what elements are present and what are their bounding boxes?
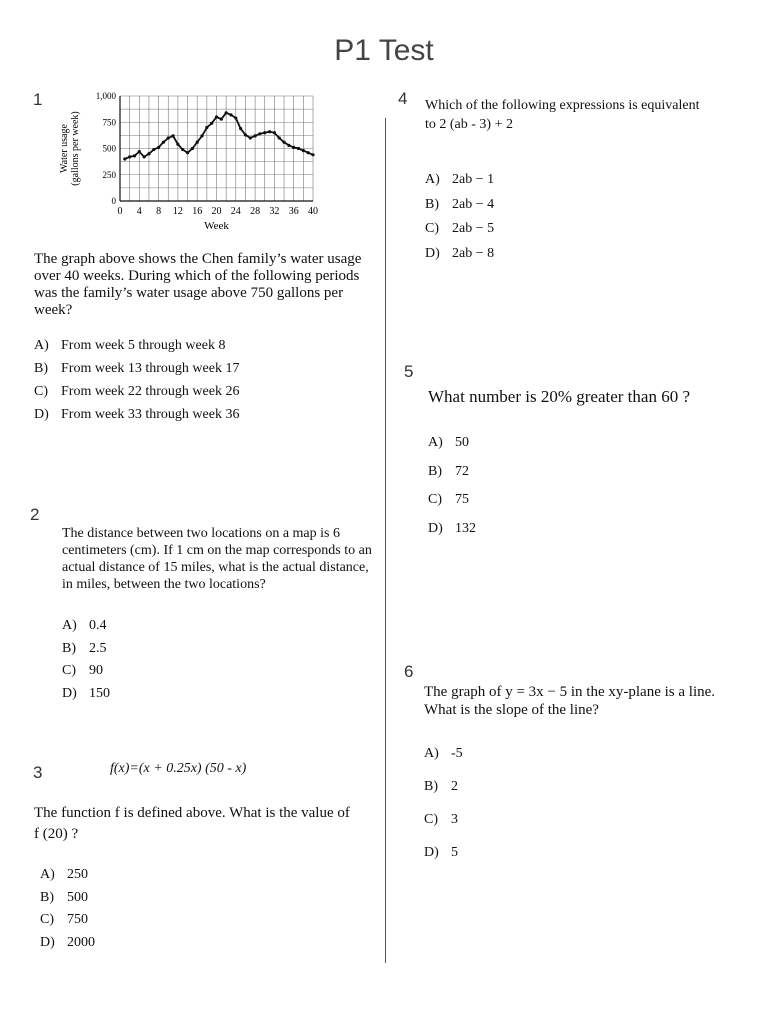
question-1-choices: [34, 334, 239, 426]
choice-d[interactable]: [62, 683, 110, 706]
choice-c[interactable]: [34, 380, 239, 403]
choice-d[interactable]: [34, 403, 239, 426]
data-point: [311, 153, 314, 156]
question-3-text-line-2: f (20) ?: [34, 826, 79, 842]
y-axis-label: Water usage: [59, 124, 70, 173]
choice-letter: D): [428, 520, 443, 536]
choice-letter: B): [62, 640, 76, 656]
choice-letter: B): [425, 196, 439, 212]
choice-text: 75: [455, 492, 469, 507]
y-tick-label: 1,000: [95, 91, 116, 101]
data-point: [210, 122, 213, 125]
x-tick-labels: [118, 206, 319, 217]
data-point: [157, 146, 160, 149]
choice-c[interactable]: [62, 660, 110, 683]
choice-a[interactable]: [428, 429, 476, 458]
question-2: [62, 525, 380, 593]
choice-c[interactable]: [425, 217, 494, 242]
choice-d[interactable]: [425, 242, 494, 267]
question-3-text-line-1: The function f is defined above. What is the value of: [34, 805, 350, 821]
data-point: [138, 150, 141, 153]
choice-a[interactable]: [424, 737, 463, 770]
choice-b[interactable]: [424, 770, 463, 803]
chart-grid: [120, 96, 313, 201]
question-4-text-line-1: Which of the following expressions is equivalent: [425, 98, 700, 113]
data-point: [273, 131, 276, 134]
choice-text: 250: [67, 867, 88, 882]
choice-a[interactable]: [62, 615, 110, 638]
question-6: [424, 683, 759, 719]
choice-letter: A): [62, 618, 77, 633]
choice-c[interactable]: [428, 486, 476, 515]
x-tick-label: 0: [117, 206, 123, 217]
data-point: [167, 136, 170, 139]
question-5: [428, 388, 758, 405]
choice-c[interactable]: [40, 909, 95, 932]
data-point: [133, 154, 136, 157]
data-point: [147, 152, 150, 155]
choice-letter: B): [34, 361, 48, 376]
choice-letter: D): [425, 245, 440, 261]
choice-letter: D): [34, 407, 49, 422]
choice-letter: D): [40, 934, 55, 950]
x-tick-label: 36: [288, 206, 299, 217]
data-point: [128, 155, 131, 158]
choice-text: 2ab − 8: [452, 245, 495, 261]
data-point: [302, 149, 305, 152]
choice-text: 2: [451, 779, 458, 794]
x-tick-label: 16: [192, 206, 203, 217]
data-point: [263, 131, 266, 134]
choice-text: 50: [455, 435, 469, 450]
choice-text: 5: [451, 845, 458, 860]
choice-a[interactable]: [40, 864, 95, 887]
choice-text: 150: [89, 685, 110, 701]
question-1-text: The graph above shows the Chen family’s water usage over 40 weeks. During which of the following periods was the family’s water usage above 750 gallons per week?: [34, 251, 362, 318]
question-2-text: The distance between two locations on a map is 6 centimeters (cm). If 1 cm on the map corresponds to an actual distance of 15 miles, what is the actual distance, in miles, between the two locations?: [62, 526, 372, 592]
data-point: [143, 155, 146, 158]
data-point: [205, 126, 208, 129]
choice-letter: C): [428, 492, 442, 507]
y-tick-label: 750: [102, 117, 116, 128]
choice-letter: C): [62, 663, 76, 678]
data-point: [249, 136, 252, 139]
y-axis-label-units: (gallons per week): [70, 111, 81, 186]
choice-text: 2ab − 5: [452, 221, 495, 236]
data-point: [282, 141, 285, 144]
data-point: [225, 111, 228, 114]
choice-text: 2000: [67, 934, 95, 950]
data-point: [239, 127, 242, 130]
choice-letter: A): [424, 746, 439, 761]
data-point: [176, 143, 179, 146]
data-point: [307, 151, 310, 154]
choice-text: From week 13 through week 17: [61, 361, 240, 376]
water-usage-chart: [55, 88, 325, 240]
data-point: [254, 134, 257, 137]
choice-letter: C): [40, 912, 54, 927]
data-point: [278, 136, 281, 139]
choice-text: 3: [451, 812, 458, 827]
data-point: [258, 132, 261, 135]
choice-text: From week 5 through week 8: [61, 338, 226, 353]
choice-text: 2ab − 4: [452, 196, 495, 212]
question-6-number: 6: [404, 662, 414, 681]
choice-c[interactable]: [424, 803, 463, 836]
choice-letter: A): [40, 867, 55, 882]
question-3: [34, 803, 374, 845]
question-4-number: 4: [398, 89, 408, 108]
choice-text: 500: [67, 889, 88, 905]
choice-d[interactable]: [424, 836, 463, 869]
question-3-formula: f(x)=(x + 0.25x) (50 - x): [110, 761, 247, 776]
data-point: [191, 147, 194, 150]
data-point: [229, 113, 232, 116]
data-point: [220, 118, 223, 121]
choice-text: 750: [67, 912, 88, 927]
data-point: [200, 134, 203, 137]
y-tick-label: 0: [111, 196, 116, 206]
x-tick-label: 8: [156, 206, 162, 217]
choice-text: 0.4: [89, 618, 107, 633]
question-1-number: 1: [33, 90, 43, 109]
choice-letter: A): [425, 172, 440, 187]
choice-text: -5: [451, 746, 463, 761]
choice-letter: C): [34, 384, 48, 399]
choice-letter: A): [34, 338, 49, 353]
data-point: [292, 146, 295, 149]
x-tick-label: 20: [211, 206, 222, 217]
question-6-text-line-2: What is the slope of the line?: [424, 702, 599, 718]
choice-text: 2.5: [89, 640, 107, 656]
data-point: [171, 134, 174, 137]
choice-text: 90: [89, 663, 103, 678]
data-point: [297, 147, 300, 150]
question-3-number: 3: [33, 763, 43, 782]
y-tick-label: 250: [102, 169, 116, 180]
question-5-text: What number is 20% greater than 60 ?: [428, 387, 690, 406]
x-tick-label: 4: [136, 206, 142, 217]
choice-b[interactable]: [40, 887, 95, 910]
data-point: [186, 151, 189, 154]
question-2-choices: [62, 615, 110, 705]
x-tick-label: 40: [308, 206, 318, 217]
question-1: [34, 251, 369, 319]
x-axis-label: Week: [204, 220, 229, 232]
x-tick-label: 32: [269, 206, 280, 217]
data-point: [244, 133, 247, 136]
data-point: [234, 116, 237, 119]
x-tick-label: 12: [172, 206, 183, 217]
choice-letter: B): [40, 889, 54, 905]
column-divider: [385, 118, 386, 963]
data-point: [123, 157, 126, 160]
question-4: [425, 93, 755, 132]
question-3-choices: [40, 864, 95, 954]
choice-letter: D): [424, 845, 439, 860]
choice-text: 72: [455, 463, 469, 479]
water-usage-line: [125, 113, 313, 159]
choice-d[interactable]: [428, 515, 476, 544]
choice-letter: B): [428, 463, 442, 479]
choice-letter: B): [424, 779, 438, 794]
choice-b[interactable]: [428, 458, 476, 487]
choice-text: 132: [455, 520, 476, 536]
data-point: [152, 148, 155, 151]
choice-letter: C): [424, 812, 438, 827]
question-5-choices: [428, 429, 476, 543]
data-point: [268, 130, 271, 133]
question-2-number: 2: [30, 505, 40, 524]
question-6-choices: [424, 737, 463, 869]
choice-text: 2ab − 1: [452, 172, 495, 187]
data-point: [181, 148, 184, 151]
choice-letter: C): [425, 221, 439, 236]
data-point: [215, 115, 218, 118]
choice-text: From week 33 through week 36: [61, 407, 240, 422]
choice-b[interactable]: [62, 638, 110, 661]
choice-letter: D): [62, 685, 77, 701]
data-point: [196, 141, 199, 144]
choice-a[interactable]: [425, 168, 494, 193]
data-point: [162, 141, 165, 144]
choice-b[interactable]: [425, 193, 494, 218]
page-title: P1 Test: [334, 34, 434, 67]
x-tick-label: 24: [230, 206, 241, 217]
data-point: [287, 144, 290, 147]
question-4-choices: [425, 168, 494, 266]
choice-text: From week 22 through week 26: [61, 384, 240, 399]
x-tick-label: 28: [250, 206, 261, 217]
question-6-text-line-1: The graph of y = 3x − 5 in the xy-plane is a line.: [424, 684, 716, 700]
y-tick-label: 500: [102, 143, 116, 154]
question-5-number: 5: [404, 362, 414, 381]
question-4-text-line-2: to 2 (ab - 3) + 2: [425, 117, 513, 132]
choice-d[interactable]: [40, 932, 95, 955]
water-usage-chart-svg: [55, 88, 325, 240]
choice-letter: A): [428, 435, 443, 450]
choice-b[interactable]: [34, 357, 239, 380]
y-tick-labels: [96, 91, 117, 206]
choice-a[interactable]: [34, 334, 239, 357]
